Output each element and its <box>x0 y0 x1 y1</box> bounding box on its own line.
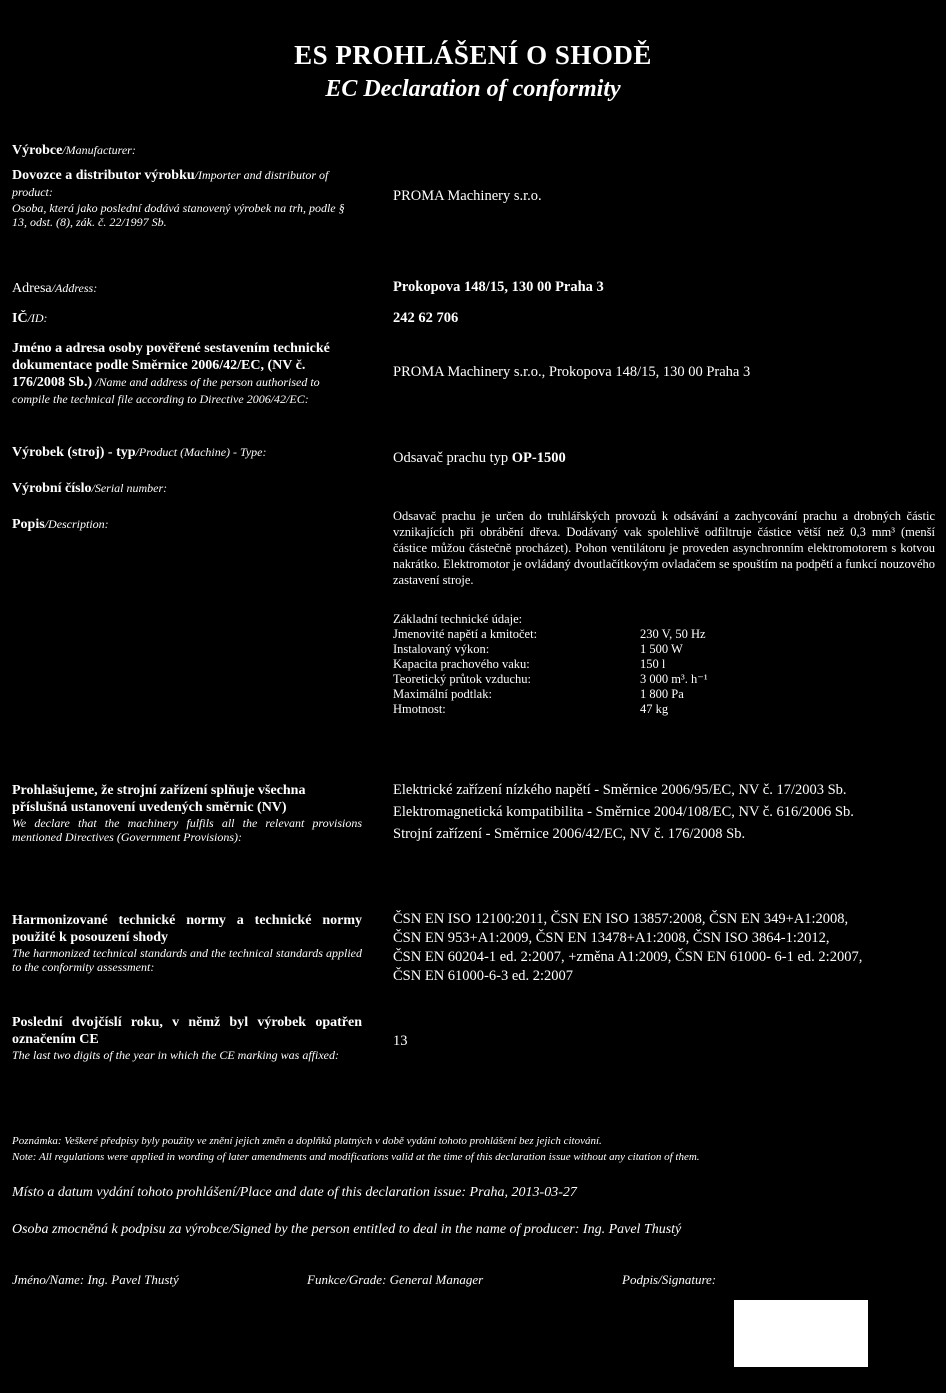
spec-value: 3 000 m³. h⁻¹ <box>640 672 708 686</box>
address-label <box>12 280 362 297</box>
specs-title: Základní technické údaje: <box>393 612 523 626</box>
spec-row <box>393 672 708 687</box>
serial-label <box>12 480 362 497</box>
importer-label <box>12 167 342 201</box>
spec-row <box>393 627 708 642</box>
document-subtitle: EC Declaration of conformity <box>325 76 621 102</box>
importer-label-en: /Importer and distributor of product: <box>12 168 329 199</box>
place-date: Místo a datum vydání tohoto prohlášení/Place and date of this declaration issue: Praha, 2013-03-27 <box>12 1185 577 1200</box>
spec-key: Maximální podtlak: <box>393 687 492 701</box>
spec-value: 230 V, 50 Hz <box>640 627 706 641</box>
declaration-item: Strojní zařízení - Směrnice 2006/42/EC, NV č. 176/2008 Sb. <box>393 826 746 842</box>
importer-label-cz: Dovozce a distributor výrobku <box>12 168 195 183</box>
address-value: Prokopova 148/15, 130 00 Praha 3 <box>393 279 604 295</box>
ce-year-label-cz: Poslední dvojčíslí roku, v němž byl výrobek opatřen označením CE <box>12 1015 362 1047</box>
note-en: Note: All regulations were applied in wording of later amendments and modifications valid at the time of this declaration issue without any citation of them. <box>12 1151 700 1163</box>
document-title: ES PROHLÁŠENÍ O SHODĚ <box>294 40 652 70</box>
standard-line: ČSN EN ISO 12100:2011, ČSN EN ISO 13857:2008, ČSN EN 349+A1:2008, <box>393 911 849 927</box>
declaration-label <box>12 782 362 844</box>
spec-key: Kapacita prachového vaku: <box>393 657 530 671</box>
spec-row <box>393 657 708 672</box>
declaration-list <box>393 779 854 845</box>
ce-year-value: 13 <box>393 1033 408 1049</box>
spec-key: Jmenovité napětí a kmitočet: <box>393 627 538 641</box>
authorised-person-label <box>12 340 357 408</box>
ce-year-label-en: The last two digits of the year in which the CE marking was affixed: <box>12 1048 339 1062</box>
authorised-person-label-en: /Name and address of the person authorised to compile the technical file according to Directive 2006/42/EC: <box>12 375 320 406</box>
spec-row <box>393 642 708 657</box>
id-label-en: /ID: <box>27 311 48 325</box>
serial-label-en: /Serial number: <box>91 481 168 495</box>
footer-name: Jméno/Name: Ing. Pavel Thustý <box>12 1272 179 1287</box>
description-label <box>12 516 362 533</box>
spec-row <box>393 687 708 702</box>
spec-row <box>393 702 708 717</box>
spec-key: Teoretický průtok vzduchu: <box>393 672 531 686</box>
standard-line: ČSN EN 61000-6-3 ed. 2:2007 <box>393 968 574 984</box>
spec-value: 150 l <box>640 657 666 671</box>
product-label <box>12 444 362 461</box>
spec-key: Instalovaný výkon: <box>393 642 490 656</box>
standard-line: ČSN EN 953+A1:2009, ČSN EN 13478+A1:2008, ČSN ISO 3864-1:2012, <box>393 930 830 946</box>
standards-label-en: The harmonized technical standards and the technical standards applied to the conformity assessment: <box>12 946 362 974</box>
standards-label-cz: Harmonizované technické normy a technické normy použité k posouzení shody <box>12 913 362 945</box>
product-value <box>393 450 566 467</box>
specs-list <box>393 627 708 717</box>
address-label-cz: Adresa <box>12 281 52 296</box>
product-type: OP-1500 <box>511 450 566 466</box>
manufacturer-label <box>12 142 362 159</box>
description-label-cz: Popis <box>12 517 45 532</box>
spec-value: 47 kg <box>640 702 669 716</box>
spec-value: 1 500 W <box>640 642 683 656</box>
spec-value: 1 800 Pa <box>640 687 684 701</box>
signed-by: Osoba zmocněná k podpisu za výrobce/Signed by the person entitled to deal in the name of producer: Ing. Pavel Thustý <box>12 1222 682 1237</box>
manufacturer-label-cz: Výrobce <box>12 143 63 158</box>
authorised-person-value: PROMA Machinery s.r.o., Prokopova 148/15, 130 00 Praha 3 <box>393 364 751 380</box>
id-label <box>12 310 362 327</box>
importer-note: Osoba, která jako poslední dodává stanovený výrobek na trh, podle § 13, odst. (8), zák. č. 22/1997 Sb. <box>12 201 345 229</box>
standards-list <box>393 910 862 986</box>
footer-grade: Funkce/Grade: General Manager <box>307 1272 484 1287</box>
id-label-cz: IČ <box>12 311 28 326</box>
footer-signature-label: Podpis/Signature: <box>622 1272 717 1287</box>
specs-block <box>393 612 708 717</box>
standards-label <box>12 912 362 974</box>
spec-key: Hmotnost: <box>393 702 446 716</box>
importer-value: PROMA Machinery s.r.o. <box>393 188 542 204</box>
product-label-en: /Product (Machine) - Type: <box>135 445 267 459</box>
product-label-cz: Výrobek (stroj) - typ <box>12 445 136 460</box>
authorised-person-label-cz: Jméno a adresa osoby pověřené sestavením technické dokumentace podle Směrnice 2006/42/EC, (NV č. 176/2008 Sb.) <box>12 341 330 390</box>
address-label-en: /Address: <box>51 281 98 295</box>
note-cz: Poznámka: Veškeré předpisy byly použity ve znění jejich změn a doplňků platných v době vydání tohoto prohlášení bez jejich citování. <box>12 1135 602 1147</box>
manufacturer-label-en: /Manufacturer: <box>62 143 136 157</box>
signature-box <box>734 1300 868 1367</box>
declaration-label-en: We declare that the machinery fulfils all the relevant provisions mentioned Directives (Government Provisions): <box>12 816 362 844</box>
ce-year-label <box>12 1014 362 1062</box>
declaration-item: Elektromagnetická kompatibilita - Směrnice 2004/108/EC, NV č. 616/2006 Sb. <box>393 804 854 820</box>
serial-label-cz: Výrobní číslo <box>12 481 92 496</box>
declaration-item: Elektrické zařízení nízkého napětí - Směrnice 2006/95/EC, NV č. 17/2003 Sb. <box>393 782 847 798</box>
id-value: 242 62 706 <box>393 310 459 326</box>
description-label-en: /Description: <box>44 517 109 531</box>
product-value-prefix: Odsavač prachu typ <box>393 450 512 466</box>
declaration-label-cz: Prohlašujeme, že strojní zařízení splňuje všechna příslušná ustanovení uvedených směrnic (NV) <box>12 783 306 815</box>
standard-line: ČSN EN 60204-1 ed. 2:2007, +změna A1:2009, ČSN EN 61000- 6-1 ed. 2:2007, <box>393 949 863 965</box>
description-text: Odsavač prachu je určen do truhlářských provozů k odsávání a zachycování prachu a drobných částic vznikajících při obrábění dřeva. Dodávaný vak spolehlivě odfiltruje částice větší než 0,3 mm³ (menší částice můžou částečně procházet). Pohon ventilátoru je proveden asynchronním elektromotorem s kotvou nakrátko. Elektromotor je ovládaný dvoutlačítkovým ovladačem se spouštím na podpětí a funkcí nouzového zastavení stroje. <box>393 509 935 587</box>
